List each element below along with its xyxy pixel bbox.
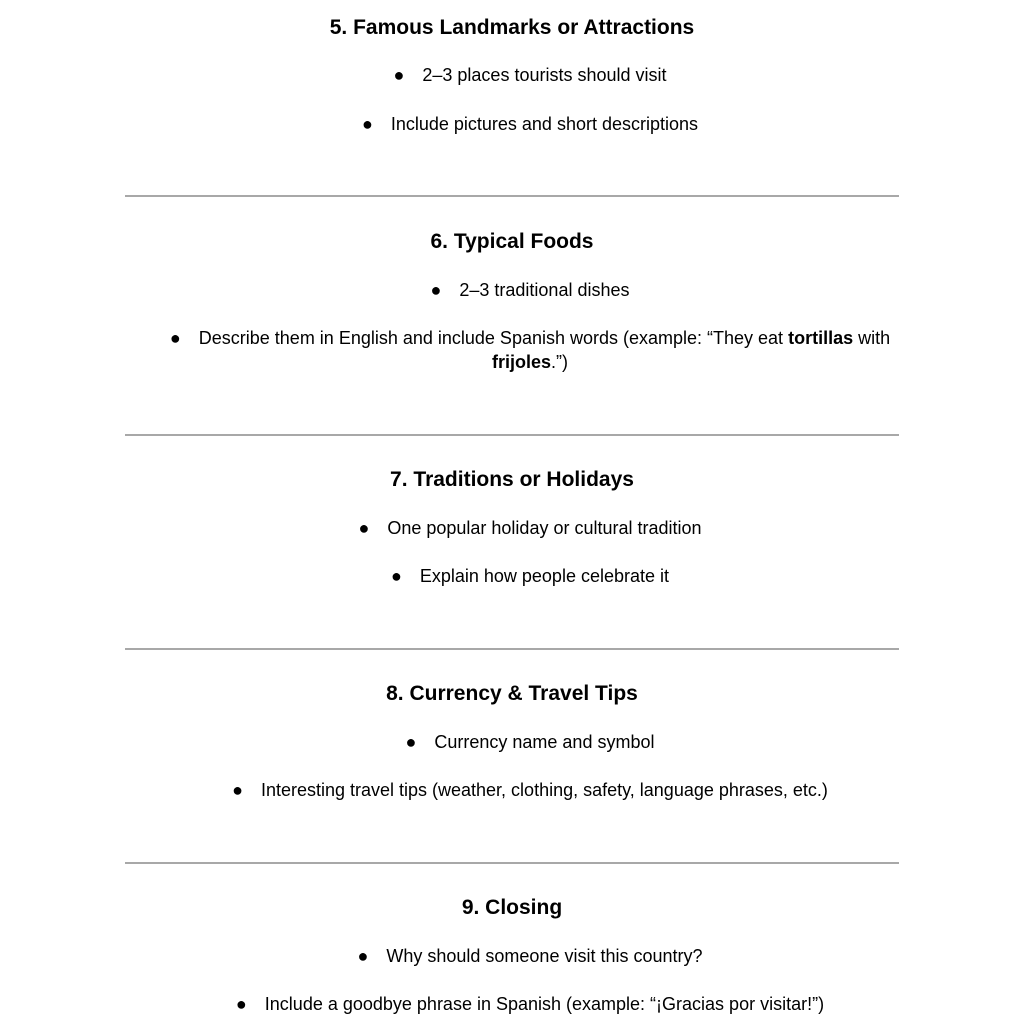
bullet-dot-icon: ●	[405, 732, 417, 752]
list-item	[150, 112, 910, 136]
bullet-dot-icon: ●	[430, 280, 442, 300]
bullet-dot-icon: ●	[358, 518, 370, 538]
bold-term-tortillas: tortillas	[788, 328, 854, 348]
bullet-dot-icon: ●	[357, 946, 369, 966]
list-item-text	[199, 328, 890, 372]
list-item	[150, 326, 910, 374]
horizontal-divider	[125, 195, 899, 197]
bullet-dot-icon: ●	[232, 780, 243, 800]
section-6-heading: 6. Typical Foods	[430, 230, 594, 253]
list-item	[150, 944, 910, 968]
bullet-dot-icon: ●	[169, 328, 181, 348]
list-item	[150, 63, 910, 87]
section-7-heading: 7. Traditions or Holidays	[390, 468, 634, 491]
text-fragment: .”)	[551, 352, 569, 372]
text-fragment: Describe them in English and include Spanish words (example: “They eat	[198, 328, 789, 348]
bullet-dot-icon: ●	[393, 65, 405, 85]
bold-term-frijoles: frijoles	[491, 352, 552, 372]
list-item-text: Explain how people celebrate it	[419, 566, 670, 586]
list-item-text: Interesting travel tips (weather, clothing, safety, language phrases, etc.)	[260, 780, 828, 800]
section-5-heading: 5. Famous Landmarks or Attractions	[329, 16, 695, 39]
list-item-text: One popular holiday or cultural tradition	[387, 518, 702, 538]
list-item-text: Currency name and symbol	[434, 732, 655, 752]
horizontal-divider	[125, 862, 899, 864]
section-9-heading: 9. Closing	[461, 896, 563, 919]
list-item-text: Why should someone visit this country?	[386, 946, 703, 966]
list-item-text: Include a goodbye phrase in Spanish (example: “¡Gracias por visitar!”)	[264, 994, 825, 1014]
text-fragment: with	[853, 328, 891, 348]
list-item	[150, 564, 910, 588]
list-item-text: 2–3 traditional dishes	[459, 280, 630, 300]
horizontal-divider	[125, 648, 899, 650]
bullet-dot-icon: ●	[361, 114, 373, 134]
bullet-dot-icon: ●	[390, 566, 402, 586]
list-item-text: Include pictures and short descriptions	[390, 114, 699, 134]
horizontal-divider	[125, 434, 899, 436]
list-item	[150, 992, 910, 1016]
list-item	[150, 278, 910, 302]
list-item-text: 2–3 places tourists should visit	[422, 65, 667, 85]
bullet-dot-icon: ●	[235, 994, 247, 1014]
list-item	[150, 730, 910, 754]
list-item	[150, 516, 910, 540]
list-item	[150, 778, 910, 802]
section-8-heading: 8. Currency & Travel Tips	[386, 682, 638, 705]
